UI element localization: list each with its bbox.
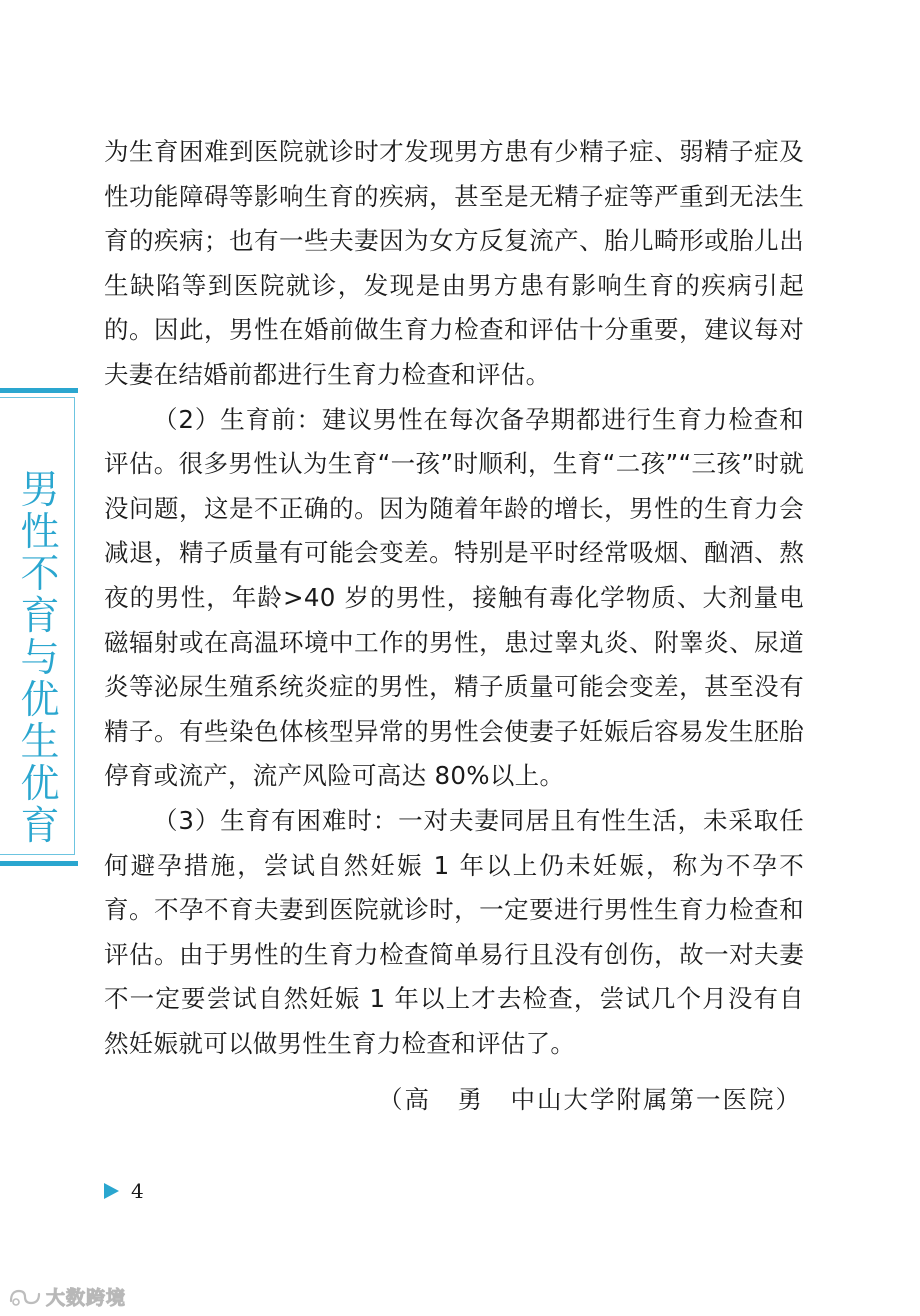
author-signature: （高 勇 中山大学附属第一医院） <box>378 1085 802 1114</box>
chapter-side-tab <box>0 388 80 866</box>
side-tab-title: 男性不育与优生优育 <box>20 468 60 849</box>
paragraph-1: 为生育困难到医院就诊时才发现男方患有少精子症、弱精子症及性功能障碍等影响生育的疾病，甚至是无精子症等严重到无法生育的疾病；也有一些夫妻因为女方反复流产、胎儿畸形或胎儿出生缺陷等到医院就诊，发现是由男方患有影响生育的疾病引起的。因此，男性在婚前做生育力检查和评估十分重要，建议每对夫妻在结婚前都进行生育力检查和评估。 <box>104 137 804 389</box>
body-text <box>104 130 804 1066</box>
triangle-right-icon <box>104 1183 119 1199</box>
paragraph-2: （2）生育前：建议男性在每次备孕期都进行生育力检查和评估。很多男性认为生育“一孩”时顺利，生育“二孩”“三孩”时就没问题，这是不正确的。因为随着年龄的增长，男性的生育力会减退，精子质量有可能会变差。特别是平时经常吸烟、酗酒、熬夜的男性，年龄>40 岁的男性，接触有毒化学物质、大剂量电磁辐射或在高温环境中工作的男性，患过睾丸炎、附睾炎、尿道炎等泌尿生殖系统炎症的男性，精子质量可能会变差，甚至没有精子。有些染色体核型异常的男性会使妻子妊娠后容易发生胚胎停育或流产，流产风险可高达 80%以上。 <box>104 404 804 791</box>
side-tab-top-bar <box>0 388 78 393</box>
paragraph-3: （3）生育有困难时：一对夫妻同居且有性生活，未采取任何避孕措施，尝试自然妊娠 1 年以上仍未妊娠，称为不孕不育。不孕不育夫妻到医院就诊时，一定要进行男性生育力检查和评估。由于男性的生育力检查简单易行且没有创伤，故一对夫妻不一定要尝试自然妊娠 1 年以上才去检查，尝试几个月没有自然妊娠就可以做男性生育力检查和评估了。 <box>104 805 804 1058</box>
brand-logo-icon <box>8 1286 42 1308</box>
side-tab-bottom-bar <box>0 861 78 866</box>
watermark-text: 大数跨境 <box>46 1287 127 1309</box>
watermark <box>8 1284 128 1312</box>
page-number: 4 <box>131 1179 144 1203</box>
